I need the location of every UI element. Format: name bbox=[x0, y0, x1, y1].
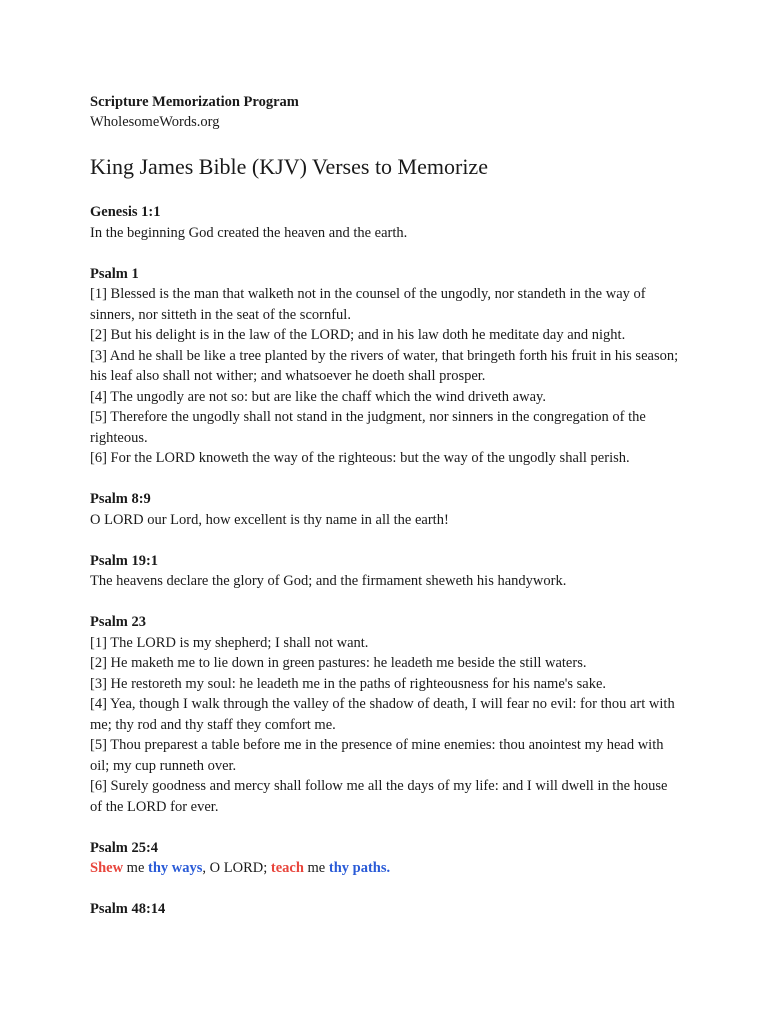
document-page bbox=[90, 92, 680, 940]
section-reference: Psalm 8:9 bbox=[90, 491, 151, 507]
verse-text: [1] The LORD is my shepherd; I shall not want. bbox=[90, 634, 369, 651]
section-reference: Psalm 48:14 bbox=[90, 901, 166, 917]
section-psalm-19-1 bbox=[90, 551, 680, 592]
verse-text: [6] For the LORD knoweth the way of the righteous: but the way of the ungodly shall perish. bbox=[90, 450, 630, 466]
section-reference: Psalm 25:4 bbox=[90, 839, 159, 856]
program-title: Scripture Memorization Program bbox=[90, 94, 299, 110]
section-genesis-1-1 bbox=[90, 202, 680, 243]
verse-text: [2] But his delight is in the law of the LORD; and in his law doth he meditate day and night. bbox=[90, 327, 626, 343]
verse-fragment: , O LORD; bbox=[202, 860, 271, 876]
verse-text: [6] Surely goodness and mercy shall follow me all the days of my life: and I will dwell in the house of the LORD for ever. bbox=[90, 778, 668, 815]
highlight-red: teach bbox=[270, 860, 304, 876]
highlight-blue: thy ways bbox=[148, 860, 203, 876]
verse-text: The heavens declare the glory of God; and the firmament sheweth his handywork. bbox=[90, 573, 567, 589]
verse-text: [3] And he shall be like a tree planted by the rivers of water, that bringeth forth his fruit in his season; his leaf also shall not wither; and whatsoever he doeth shall prosper. bbox=[90, 347, 679, 384]
section-reference: Psalm 19:1 bbox=[90, 552, 159, 569]
verse-text: [4] Yea, though I walk through the valley of the shadow of death, I will fear no evil: for thou art with me; thy rod and thy staff they comfort me. bbox=[90, 696, 675, 733]
verse-fragment: me bbox=[303, 860, 329, 876]
verse-text: [3] He restoreth my soul: he leadeth me in the paths of righteousness for his name's sake. bbox=[90, 675, 607, 692]
verse-text: O LORD our Lord, how excellent is thy name in all the earth! bbox=[90, 511, 449, 528]
verse-text: [2] He maketh me to lie down in green pastures: he leadeth me beside the still waters. bbox=[90, 655, 587, 671]
highlight-red: Shew bbox=[90, 860, 124, 876]
verse-fragment: me bbox=[123, 860, 149, 876]
section-psalm-48-14 bbox=[90, 899, 680, 920]
section-psalm-1 bbox=[90, 264, 680, 469]
section-psalm-23 bbox=[90, 612, 680, 817]
page-title: King James Bible (KJV) Verses to Memorize bbox=[90, 154, 488, 179]
verse-text: [5] Therefore the ungodly shall not stand in the judgment, nor sinners in the congregation of the righteous. bbox=[90, 409, 646, 446]
verse-text: In the beginning God created the heaven and the earth. bbox=[90, 224, 408, 241]
verse-text: [5] Thou preparest a table before me in the presence of mine enemies: thou anointest my head with oil; my cup runneth over. bbox=[90, 737, 664, 774]
section-reference: Genesis 1:1 bbox=[90, 204, 161, 220]
section-reference: Psalm 23 bbox=[90, 614, 146, 630]
verse-text: [1] Blessed is the man that walketh not in the counsel of the ungodly, nor standeth in the way of sinners, nor sitteth in the seat of the scornful. bbox=[90, 286, 646, 323]
verse-text-highlighted bbox=[90, 858, 680, 879]
highlight-blue: thy paths. bbox=[328, 860, 391, 876]
verse-text: [4] The ungodly are not so: but are like the chaff which the wind driveth away. bbox=[90, 388, 546, 405]
section-reference: Psalm 1 bbox=[90, 265, 139, 282]
section-psalm-8-9 bbox=[90, 489, 680, 530]
section-psalm-25-4 bbox=[90, 838, 680, 879]
site-name: WholesomeWords.org bbox=[90, 114, 220, 130]
